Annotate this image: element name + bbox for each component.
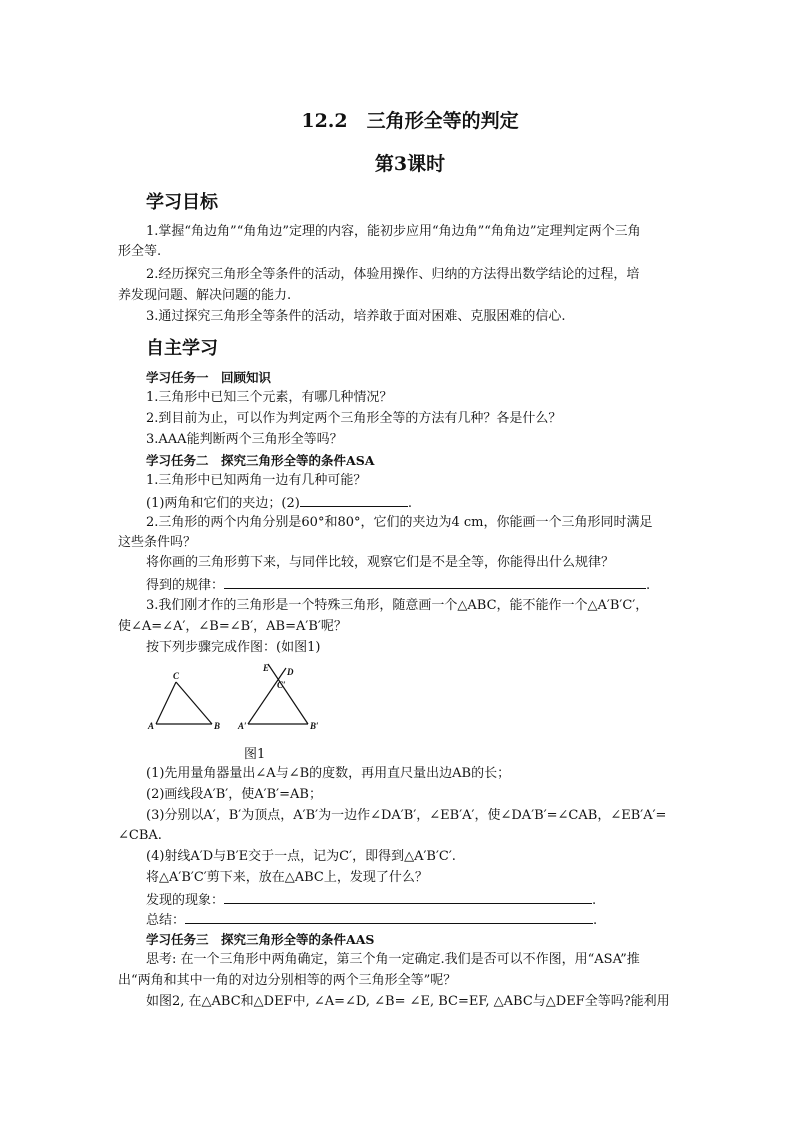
rule-blank[interactable] bbox=[224, 574, 646, 589]
step-line: (3)分别以A′，B′为顶点，A′B′为一边作∠DA′B′，∠EB′A′，使∠DA′B′=∠CAB，∠EB′A′= bbox=[146, 808, 667, 823]
task1-question: 3.AAA能判断两个三角形全等吗？ bbox=[146, 432, 343, 447]
objective-line: 1.掌握“角边角”“角角边”定理的内容，能初步应用“角边角”“角角边”定理判定两个三角 bbox=[146, 224, 641, 239]
phenomenon-blank[interactable] bbox=[224, 889, 592, 904]
objective-line: 养发现问题、解决问题的能力. bbox=[118, 288, 292, 303]
cut-question: 将△A′B′C′剪下来，放在△ABC上，发现了什么？ bbox=[146, 870, 428, 885]
step-line: (4)射线A′D与B′E交于一点，记为C′，即得到△A′B′C′. bbox=[146, 849, 456, 864]
task1-question: 1.三角形中已知三个元素，有哪几种情况？ bbox=[146, 390, 393, 405]
ray-a2d bbox=[248, 668, 286, 724]
label-c-prime: C′ bbox=[277, 680, 286, 690]
task3-think: 出“两角和其中一角的对边分别相等的两个三角形全等”呢？ bbox=[118, 973, 457, 988]
objective-line: 形全等. bbox=[118, 244, 162, 259]
task3-think: 思考: 在一个三角形中两角确定，第三个角一定确定.我们是否可以不作图，用“ASA”推 bbox=[146, 952, 640, 967]
answer-blank[interactable] bbox=[300, 492, 408, 507]
task2-question: 将你画的三角形剪下来，与同伴比较，观察它们是不是全等，你能得出什么规律？ bbox=[146, 555, 615, 570]
label-a: A bbox=[148, 721, 155, 731]
figure-1-caption: 图1 bbox=[244, 747, 266, 762]
phenomenon-label: 发现的现象： bbox=[146, 893, 225, 908]
label-d: D bbox=[287, 667, 294, 677]
rule-line: 得到的规律： . bbox=[146, 574, 686, 595]
task3-figure2-text: 如图2, 在△ABC和△DEF中, ∠A=∠D, ∠B= ∠E, BC=EF, △ABC与△DEF全等吗?能利用 bbox=[146, 994, 670, 1009]
task2-question: 1.三角形中已知两角一边有几种可能？ bbox=[146, 473, 367, 488]
task2-question: 3.我们刚才作的三角形是一个特殊三角形，随意画一个△ABC，能不能作一个△A′B′C′， bbox=[146, 598, 649, 613]
label-b-prime: B′ bbox=[310, 721, 319, 731]
figure-1 bbox=[140, 662, 340, 762]
label-a-prime: A′ bbox=[238, 721, 247, 731]
phenomenon-line: 发现的现象： . bbox=[146, 889, 686, 910]
summary-line: 总结： . bbox=[146, 909, 686, 930]
objective-line: 3.通过探究三角形全等条件的活动，培养敢于面对困难、克服困难的信心. bbox=[146, 309, 566, 324]
task1-title: 学习任务一 回顾知识 bbox=[146, 370, 272, 385]
task2-answer-prefix: (1)两角和它们的夹边；(2) bbox=[146, 496, 300, 511]
step-line: (2)画线段A′B′，使A′B′=AB； bbox=[146, 787, 322, 802]
task2-question: 这些条件吗？ bbox=[118, 535, 197, 550]
self-study-heading: 自主学习 bbox=[146, 338, 218, 359]
task3-title: 学习任务三 探究三角形全等的条件AAS bbox=[146, 932, 375, 947]
task2-question: 使∠A=∠A′，∠B=∠B′，AB=A′B′呢？ bbox=[118, 619, 347, 634]
page-subtitle: 第3课时 bbox=[374, 153, 446, 175]
label-c: C bbox=[173, 671, 180, 681]
objectives-heading: 学习目标 bbox=[146, 192, 218, 213]
label-e: E bbox=[263, 663, 270, 673]
segment-bc bbox=[176, 682, 212, 724]
label-b: B bbox=[214, 721, 221, 731]
steps-intro: 按下列步骤完成作图：(如图1) bbox=[146, 640, 321, 655]
rule-label: 得到的规律： bbox=[146, 578, 225, 593]
page-title: 12.2 三角形全等的判定 bbox=[301, 110, 519, 132]
task1-question: 2.到目前为止，可以作为判定两个三角形全等的方法有几种？各是什么？ bbox=[146, 411, 562, 426]
task2-question: 2.三角形的两个内角分别是60°和80°，它们的夹边为4 cm，你能画一个三角形同时满足 bbox=[146, 515, 653, 530]
segment-ac bbox=[156, 682, 176, 724]
step-line: (1)先用量角器量出∠A与∠B的度数，再用直尺量出边AB的长； bbox=[146, 766, 511, 781]
summary-blank[interactable] bbox=[185, 909, 593, 924]
objective-line: 2.经历探究三角形全等条件的活动，体验用操作、归纳的方法得出数学结论的过程，培 bbox=[146, 267, 640, 282]
task2-answer-line: (1)两角和它们的夹边；(2) . bbox=[146, 492, 686, 513]
summary-label: 总结： bbox=[146, 913, 186, 928]
task2-title: 学习任务二 探究三角形全等的条件ASA bbox=[146, 453, 375, 468]
step-line: ∠CBA. bbox=[118, 828, 162, 843]
